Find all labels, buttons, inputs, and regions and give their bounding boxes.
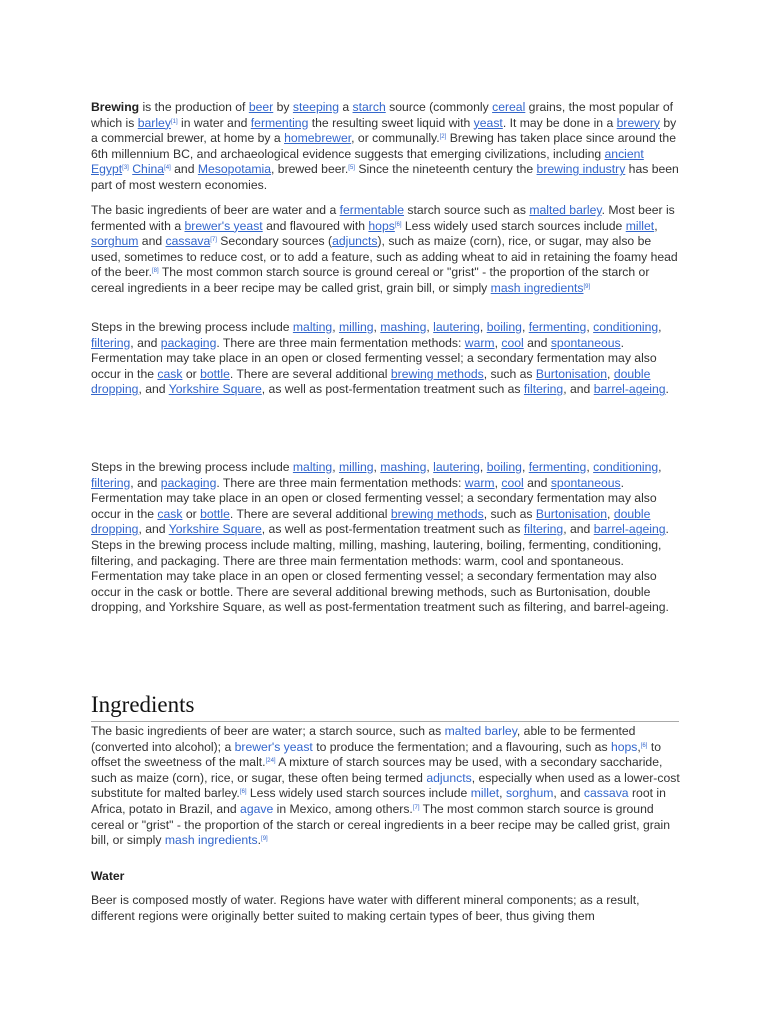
text-run: , bbox=[521, 460, 529, 474]
link-bottle[interactable]: bottle bbox=[200, 366, 230, 381]
link-hops[interactable]: hops bbox=[368, 218, 395, 233]
text-run: , bbox=[426, 460, 434, 474]
link-adjuncts[interactable]: adjuncts bbox=[426, 770, 472, 785]
intro-paragraph bbox=[91, 100, 681, 194]
citation-ref[interactable]: [4] bbox=[164, 165, 171, 172]
citation-ref[interactable]: [24] bbox=[265, 758, 276, 765]
text-run: The basic ingredients of beer are water; a starch source, such as bbox=[91, 724, 445, 738]
link-malting[interactable]: malting bbox=[292, 460, 333, 474]
link-brewery[interactable]: brewery bbox=[616, 115, 660, 130]
text-run: . bbox=[257, 833, 262, 848]
link-mash-ingredients[interactable]: mash ingredients bbox=[490, 280, 584, 295]
link-milling[interactable]: milling bbox=[338, 460, 374, 474]
link-china[interactable]: China bbox=[132, 162, 165, 177]
text-run: , bbox=[637, 739, 641, 754]
text-run: The most common starch source is ground cereal or "grist" - the proportion of the starch or cereal ingredients in a beer recipe may be called grist, grain bill, or simply bbox=[91, 801, 671, 848]
text-run: . Steps in the brewing process include malting, milling, mashing, lautering, boiling, fermenting, conditioning, filtering, and packaging. There are three main fermentation methods: warm, cool and spontaneous. Fermentation may take place in an open or closed fermenting vessel; a secondary fermentation may also occur in the cask or bottle. There are several additional brewing methods, such as Burtonisation, double dropping, and Yorkshire Square, as well as post-fermentation treatment such as filtering, and barrel-ageing. bbox=[91, 522, 669, 615]
ingredients-heading: Ingredients bbox=[91, 690, 679, 722]
text-run: , bbox=[494, 475, 502, 490]
text-run: , and bbox=[563, 382, 594, 397]
citation-ref[interactable]: [6] bbox=[239, 789, 247, 796]
link-brewing-methods[interactable]: brewing methods bbox=[390, 366, 484, 381]
text-run: , able to be fermented (converted into alcohol); a bbox=[91, 724, 636, 754]
link-cask[interactable]: cask bbox=[157, 506, 183, 521]
citation-ref[interactable]: [2] bbox=[439, 134, 447, 141]
text-run: grains, the most popular of which is bbox=[91, 100, 673, 130]
text-run: . Most beer is fermented with a bbox=[91, 203, 675, 233]
link-beer[interactable]: beer bbox=[248, 100, 274, 114]
brewing-steps-paragraph bbox=[91, 320, 681, 398]
text-run: The basic ingredients of beer are water and a bbox=[91, 203, 340, 217]
link-fermentable[interactable]: fermentable bbox=[339, 203, 404, 217]
text-run: starch source such as bbox=[404, 203, 530, 217]
water-subheading: Water bbox=[91, 869, 125, 883]
link-burtonisation[interactable]: Burtonisation bbox=[535, 506, 608, 521]
text-run: . Fermentation may take place in an open or closed fermenting vessel; a secondary fermentation may also occur in the bbox=[91, 475, 657, 521]
link-bottle[interactable]: bottle bbox=[200, 506, 230, 521]
text-run: has been part of most western economies. bbox=[91, 162, 679, 192]
link-double-dropping[interactable]: double dropping bbox=[91, 366, 651, 397]
text-run: , bbox=[494, 335, 502, 350]
text-run: ), such as maize (corn), rice, or sugar, may also be used, sometimes to reduce cost, or to add a feature, such as adding wheat to aid in retaining the foamy head of the beer. bbox=[91, 234, 678, 280]
citation-ref[interactable]: [9] bbox=[583, 283, 591, 290]
link-lautering[interactable]: lautering bbox=[433, 320, 480, 334]
text-run: Steps in the brewing process include bbox=[91, 320, 293, 334]
text-run: , and bbox=[563, 522, 594, 537]
link-brewing-industry[interactable]: brewing industry bbox=[536, 162, 626, 177]
citation-ref[interactable]: [7] bbox=[412, 804, 420, 811]
text-run: , bbox=[586, 460, 594, 474]
link-filtering[interactable]: filtering bbox=[91, 335, 131, 350]
text-run: , bbox=[373, 460, 381, 474]
link-barley[interactable]: barley bbox=[137, 115, 171, 130]
text-run: Beer is composed mostly of water. Regions have water with different mineral components; as a result, different regions were originally better suited to making certain types of beer, thus giving them bbox=[91, 893, 640, 923]
link-spontaneous[interactable]: spontaneous bbox=[550, 335, 621, 350]
link-filtering[interactable]: filtering bbox=[91, 475, 131, 490]
text-run: . It may be done in a bbox=[502, 115, 617, 130]
link-adjuncts[interactable]: adjuncts bbox=[332, 234, 378, 249]
text-run: Since the nineteenth century the bbox=[354, 162, 537, 177]
link-yorkshire-square[interactable]: Yorkshire Square bbox=[168, 522, 262, 537]
link-cask[interactable]: cask bbox=[157, 366, 183, 381]
citation-ref[interactable]: [7] bbox=[210, 237, 217, 244]
text-run: . There are three main fermentation methods: bbox=[216, 335, 465, 350]
ingredients-paragraph bbox=[91, 724, 681, 849]
link-millet[interactable]: millet bbox=[625, 218, 655, 233]
text-run: , bbox=[332, 460, 339, 474]
text-run: , bbox=[654, 218, 658, 233]
link-mashing[interactable]: mashing bbox=[380, 460, 427, 474]
text-run: . Fermentation may take place in an open or closed fermenting vessel; a secondary fermentation may also occur in the bbox=[91, 335, 657, 381]
citation-ref[interactable]: [6] bbox=[394, 221, 402, 228]
link-packaging[interactable]: packaging bbox=[160, 475, 217, 490]
text-run: . There are three main fermentation methods: bbox=[216, 475, 465, 490]
link-brewer-s-yeast[interactable]: brewer's yeast bbox=[184, 218, 263, 233]
link-sorghum[interactable]: sorghum bbox=[91, 234, 139, 249]
text-run: , as well as post-fermentation treatment such as bbox=[261, 522, 524, 537]
text-run: to offset the sweetness of the malt. bbox=[91, 739, 661, 770]
text-run: , especially when used as a lower-cost substitute for malted barley. bbox=[91, 770, 680, 801]
link-fermenting[interactable]: fermenting bbox=[250, 115, 309, 130]
link-barrel-ageing[interactable]: barrel-ageing bbox=[593, 382, 666, 397]
water-paragraph bbox=[91, 893, 681, 924]
text-run: , and bbox=[138, 522, 169, 537]
link-brewing-methods[interactable]: brewing methods bbox=[390, 506, 484, 521]
link-ancient-egypt[interactable]: ancient Egypt bbox=[91, 146, 644, 177]
link-mesopotamia[interactable]: Mesopotamia bbox=[197, 162, 272, 177]
text-run: in Mexico, among others. bbox=[273, 801, 413, 816]
link-warm[interactable]: warm bbox=[464, 475, 495, 490]
text-run: root in Africa, potato in Brazil, and bbox=[91, 786, 666, 816]
link-mash-ingredients[interactable]: mash ingredients bbox=[164, 833, 258, 848]
link-mashing[interactable]: mashing bbox=[380, 320, 427, 334]
link-fermenting[interactable]: fermenting bbox=[528, 320, 587, 334]
text-run: , as well as post-fermentation treatment such as bbox=[261, 382, 524, 397]
text-run: , and bbox=[138, 382, 169, 397]
text-run: or bbox=[182, 506, 201, 521]
link-hops[interactable]: hops bbox=[610, 739, 638, 754]
link-homebrewer[interactable]: homebrewer bbox=[284, 131, 352, 146]
link-cassava[interactable]: cassava bbox=[583, 786, 629, 801]
text-run: The most common starch source is ground cereal or "grist" - the proportion of the starch or cereal ingredients in a beer recipe may be called grist, grain bill, or simply bbox=[91, 265, 650, 295]
link-warm[interactable]: warm bbox=[464, 335, 495, 350]
text-run: and bbox=[138, 234, 166, 249]
link-filtering[interactable]: filtering bbox=[523, 522, 564, 537]
citation-ref[interactable]: [8] bbox=[152, 268, 159, 275]
text-run: to produce the fermentation; and a flavouring, such as bbox=[312, 739, 611, 754]
link-double-dropping[interactable]: double dropping bbox=[91, 506, 651, 537]
text-run: , bbox=[332, 320, 339, 334]
link-barrel-ageing[interactable]: barrel-ageing bbox=[593, 522, 666, 537]
text-run: source (commonly bbox=[385, 100, 493, 114]
link-millet[interactable]: millet bbox=[470, 786, 500, 801]
text-run: Steps in the brewing process include bbox=[91, 460, 293, 474]
text-run: Less widely used starch sources include bbox=[246, 786, 471, 801]
link-cool[interactable]: cool bbox=[501, 475, 524, 490]
link-conditioning[interactable]: conditioning bbox=[593, 460, 659, 474]
text-run: , and bbox=[130, 335, 161, 350]
citation-ref[interactable]: [9] bbox=[261, 836, 268, 843]
link-spontaneous[interactable]: spontaneous bbox=[550, 475, 621, 490]
text-run: , brewed beer. bbox=[271, 162, 349, 177]
text-run: is the production of bbox=[139, 100, 249, 114]
text-run: and bbox=[523, 335, 551, 350]
text-run: , bbox=[426, 320, 434, 334]
link-malting[interactable]: malting bbox=[292, 320, 333, 334]
link-yeast[interactable]: yeast bbox=[473, 115, 503, 130]
text-run: , and bbox=[130, 475, 161, 490]
text-run: , and bbox=[553, 786, 584, 801]
text-run: in water and bbox=[177, 115, 251, 130]
text-run: , bbox=[479, 320, 487, 334]
link-burtonisation[interactable]: Burtonisation bbox=[535, 366, 608, 381]
link-packaging[interactable]: packaging bbox=[160, 335, 217, 350]
link-sorghum[interactable]: sorghum bbox=[505, 786, 554, 801]
link-malted-barley[interactable]: malted barley bbox=[444, 724, 517, 738]
link-lautering[interactable]: lautering bbox=[433, 460, 480, 474]
link-conditioning[interactable]: conditioning bbox=[593, 320, 659, 334]
text-run: . bbox=[665, 382, 669, 397]
link-boiling[interactable]: boiling bbox=[486, 320, 522, 334]
text-run: , bbox=[658, 460, 662, 474]
text-run: , bbox=[607, 506, 614, 521]
link-starch[interactable]: starch bbox=[352, 100, 386, 114]
text-run: Secondary sources ( bbox=[216, 234, 333, 249]
citation-ref[interactable]: [3] bbox=[122, 165, 129, 172]
link-milling[interactable]: milling bbox=[338, 320, 374, 334]
text-run: , or communally. bbox=[351, 131, 440, 146]
link-cassava[interactable]: cassava bbox=[165, 234, 211, 249]
text-run: by bbox=[273, 100, 293, 114]
link-cereal[interactable]: cereal bbox=[492, 100, 526, 114]
text-run: . There are several additional bbox=[229, 366, 391, 381]
text-run: , bbox=[658, 320, 662, 334]
text-run: , bbox=[521, 320, 529, 334]
text-run: , bbox=[373, 320, 381, 334]
text-run: and flavoured with bbox=[262, 218, 369, 233]
bold-term: Brewing bbox=[91, 100, 140, 114]
text-run: , such as bbox=[483, 366, 536, 381]
text-run: , such as bbox=[483, 506, 536, 521]
text-run: the resulting sweet liquid with bbox=[308, 115, 474, 130]
text-run: , bbox=[586, 320, 594, 334]
text-run: A mixture of starch sources may be used, with a secondary saccharide, such as maize (corn), rice, or sugar, these often being termed bbox=[91, 755, 663, 785]
link-yorkshire-square[interactable]: Yorkshire Square bbox=[168, 382, 262, 397]
text-run: Less widely used starch sources include bbox=[401, 218, 626, 233]
text-run: by a commercial brewer, at home by a bbox=[91, 115, 677, 146]
brewing-steps-extended-paragraph bbox=[91, 460, 681, 616]
link-steeping[interactable]: steeping bbox=[292, 100, 339, 114]
link-filtering[interactable]: filtering bbox=[523, 382, 564, 397]
text-run: , bbox=[499, 786, 506, 801]
text-run: . There are several additional bbox=[229, 506, 391, 521]
link-fermenting[interactable]: fermenting bbox=[528, 460, 587, 474]
text-run: Brewing has taken place since around the 6th millennium BC, and archaeological evidence suggests that emerging civilizations, including bbox=[91, 131, 676, 161]
link-cool[interactable]: cool bbox=[501, 335, 524, 350]
text-run: or bbox=[182, 366, 201, 381]
link-agave[interactable]: agave bbox=[240, 801, 274, 816]
citation-ref[interactable]: [5] bbox=[348, 165, 355, 172]
link-brewer-s-yeast[interactable]: brewer's yeast bbox=[234, 739, 313, 754]
citation-ref[interactable]: [6] bbox=[640, 742, 648, 749]
link-boiling[interactable]: boiling bbox=[486, 460, 522, 474]
text-run: , bbox=[607, 366, 614, 381]
citation-ref[interactable]: [1] bbox=[170, 118, 178, 125]
text-run: and bbox=[523, 475, 551, 490]
text-run: a bbox=[338, 100, 353, 114]
basic-ingredients-paragraph bbox=[91, 203, 681, 297]
link-malted-barley[interactable]: malted barley bbox=[529, 203, 602, 217]
text-run: and bbox=[170, 162, 198, 177]
text-run: , bbox=[479, 460, 487, 474]
